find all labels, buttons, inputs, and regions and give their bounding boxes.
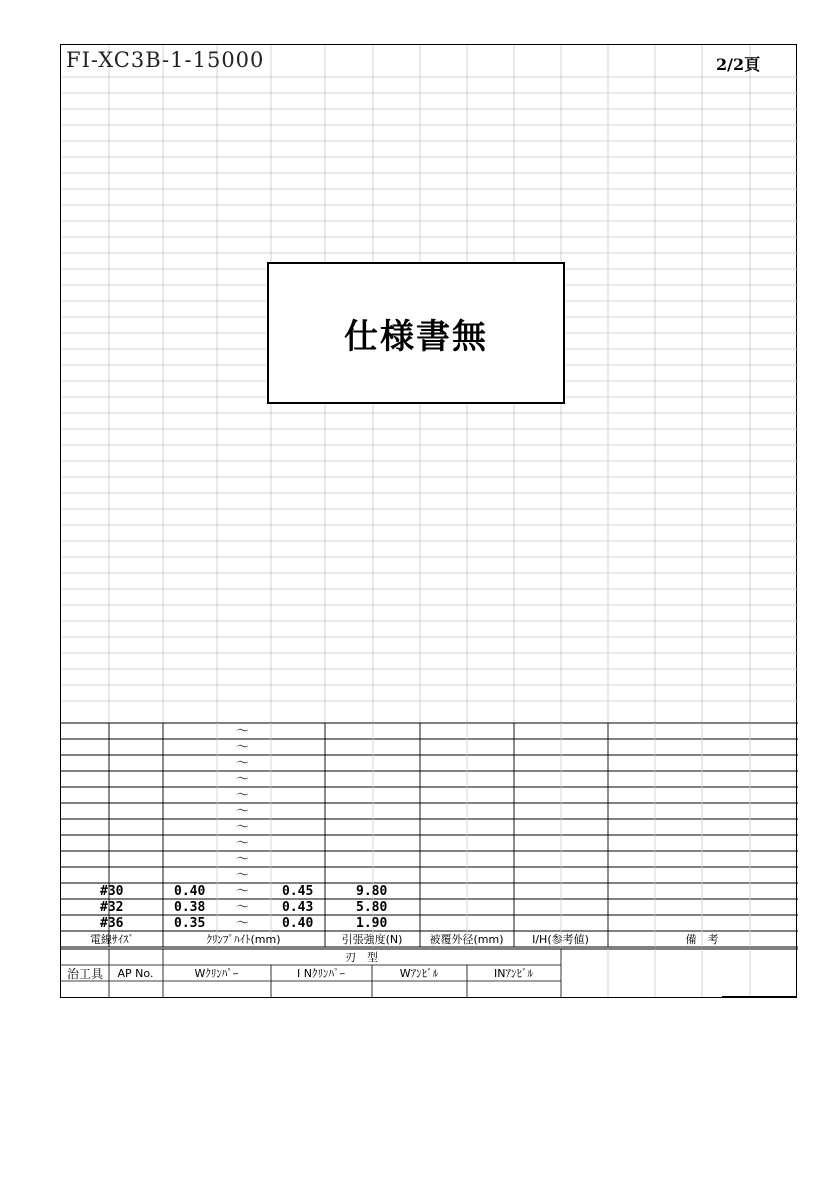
range-tilde: ～ [236, 788, 250, 803]
header-crimp-height: ｸﾘﾝﾌﾟﾊｲﾄ(mm) [206, 933, 281, 946]
w-crimper-label: Wｸﾘﾝﾊﾟｰ [194, 967, 239, 980]
tensile-1: 9.80 [356, 884, 388, 899]
wire-size-2: #32 [100, 900, 124, 915]
range-tilde: ～ [236, 724, 250, 739]
wire-size-3: #36 [100, 916, 124, 931]
crimp-min-3: 0.35 [174, 916, 206, 931]
w-anvil-label: Wｱﾝﾋﾞﾙ [399, 967, 439, 980]
header-ih-reference: I/H(参考値) [532, 933, 589, 946]
stamp-text: 仕様書無 [344, 316, 488, 357]
document-id: FI-XC3B-1-15000 [66, 48, 265, 72]
no-spec-stamp [267, 262, 565, 404]
range-tilde: ～ [236, 836, 250, 851]
crimp-max-1: 0.45 [282, 884, 314, 899]
range-tilde: ～ [236, 820, 250, 835]
wire-size-1: #30 [100, 884, 124, 899]
crimp-min-2: 0.38 [174, 900, 206, 915]
crimp-max-3: 0.40 [282, 916, 314, 931]
die-label: 刃 型 [345, 951, 378, 964]
sheet-grid [61, 45, 798, 999]
range-tilde: ～ [236, 900, 250, 915]
page-number: 2/2頁 [716, 55, 761, 74]
tensile-2: 5.80 [356, 900, 388, 915]
range-tilde: ～ [236, 852, 250, 867]
jig-label: 治工具 [66, 967, 103, 981]
ap-no-label: AP No. [117, 967, 154, 980]
header-outer-diameter: 被覆外径(mm) [429, 933, 504, 946]
signature-line [722, 996, 797, 997]
crimp-min-1: 0.40 [174, 884, 206, 899]
range-tilde: ～ [236, 740, 250, 755]
range-tilde: ～ [236, 756, 250, 771]
range-tilde: ～ [236, 772, 250, 787]
header-remarks: 備 考 [685, 933, 719, 946]
tensile-3: 1.90 [356, 916, 388, 931]
range-tilde: ～ [236, 804, 250, 819]
range-tilde: ～ [236, 916, 250, 931]
range-tilde: ～ [236, 868, 250, 883]
range-tilde: ～ [236, 884, 250, 899]
in-crimper-label: I Nｸﾘﾝﾊﾟｰ [297, 967, 345, 980]
in-anvil-label: INｱﾝﾋﾞﾙ [494, 967, 533, 980]
header-wire-size: 電線ｻｲｽﾞ [90, 933, 134, 946]
crimp-max-2: 0.43 [282, 900, 314, 915]
spec-sheet [60, 44, 797, 998]
header-tensile-strength: 引張強度(N) [341, 933, 403, 946]
